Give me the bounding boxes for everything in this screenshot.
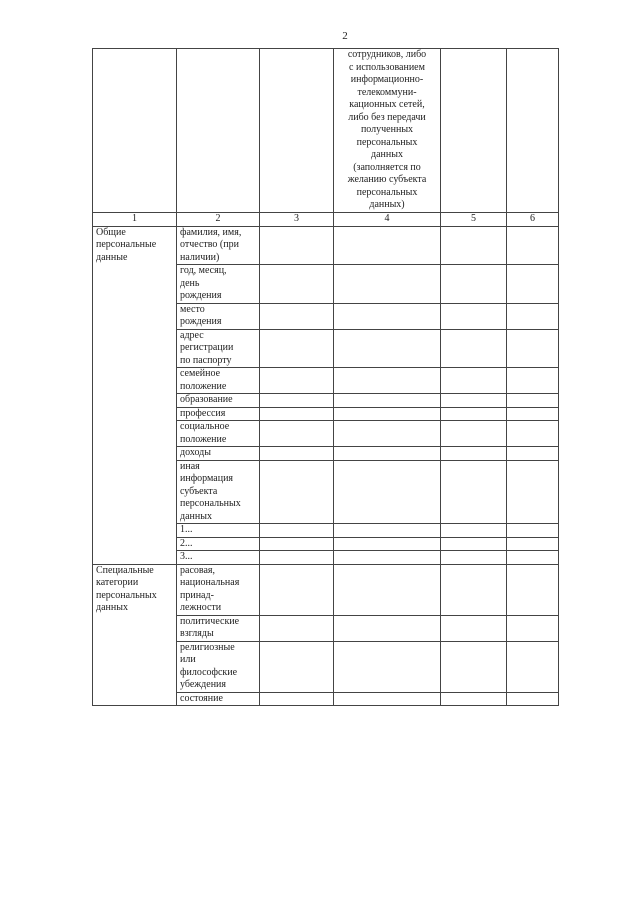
empty-cell-col-3	[260, 329, 334, 368]
empty-cell-col-5	[441, 564, 507, 615]
empty-cell-col-4	[334, 551, 441, 565]
item-cell: место рождения	[177, 303, 260, 329]
empty-cell-col-5	[441, 368, 507, 394]
empty-cell-col-5	[441, 551, 507, 565]
empty-cell-col-5	[441, 524, 507, 538]
empty-cell-col-5	[441, 537, 507, 551]
item-cell: фамилия, имя, отчество (при наличии)	[177, 226, 260, 265]
column-number: 5	[441, 213, 507, 227]
empty-cell-col-6	[507, 537, 559, 551]
empty-cell-col-6	[507, 407, 559, 421]
empty-cell-col-3	[260, 394, 334, 408]
empty-cell-col-4	[334, 407, 441, 421]
empty-cell-col-3	[260, 641, 334, 692]
column-number: 4	[334, 213, 441, 227]
item-cell: состояние	[177, 692, 260, 706]
item-cell: год, месяц, день рождения	[177, 265, 260, 304]
empty-cell-col-3	[260, 303, 334, 329]
column-number: 3	[260, 213, 334, 227]
empty-cell-col-3	[260, 460, 334, 524]
item-cell: адрес регистрации по паспорту	[177, 329, 260, 368]
header-cell-4-text: сотрудников, либо с использованием информационно- телекоммуни- кационных сетей, либо без передачи полученных персональных данных (заполняется по желанию субъекта персональных данных)	[334, 49, 441, 213]
empty-cell-col-6	[507, 641, 559, 692]
empty-cell-col-6	[507, 692, 559, 706]
empty-cell-col-3	[260, 407, 334, 421]
empty-cell-col-6	[507, 226, 559, 265]
empty-cell-col-3	[260, 537, 334, 551]
item-cell: 3...	[177, 551, 260, 565]
empty-cell-col-4	[334, 265, 441, 304]
empty-cell-col-6	[507, 524, 559, 538]
empty-cell-col-3	[260, 564, 334, 615]
table-row	[93, 226, 559, 265]
empty-cell-col-6	[507, 394, 559, 408]
empty-cell-col-4	[334, 368, 441, 394]
empty-cell-col-6	[507, 265, 559, 304]
empty-cell-col-5	[441, 615, 507, 641]
empty-cell-col-3	[260, 524, 334, 538]
header-continuation-row	[93, 49, 559, 213]
column-number-row	[93, 213, 559, 227]
item-cell: образование	[177, 394, 260, 408]
header-cell-1	[93, 49, 177, 213]
empty-cell-col-4	[334, 421, 441, 447]
empty-cell-col-3	[260, 615, 334, 641]
empty-cell-col-4	[334, 615, 441, 641]
empty-cell-col-5	[441, 303, 507, 329]
header-cell-5	[441, 49, 507, 213]
empty-cell-col-5	[441, 407, 507, 421]
column-number: 6	[507, 213, 559, 227]
header-cell-6	[507, 49, 559, 213]
empty-cell-col-3	[260, 226, 334, 265]
empty-cell-col-4	[334, 329, 441, 368]
item-cell: религиозные или философские убеждения	[177, 641, 260, 692]
item-cell: профессия	[177, 407, 260, 421]
empty-cell-col-4	[334, 394, 441, 408]
page-number: 2	[342, 30, 348, 42]
empty-cell-col-5	[441, 641, 507, 692]
category-cell: Общие персональные данные	[93, 226, 177, 564]
item-cell: доходы	[177, 447, 260, 461]
empty-cell-col-6	[507, 303, 559, 329]
empty-cell-col-6	[507, 564, 559, 615]
category-cell: Специальные категории персональных данных	[93, 564, 177, 706]
empty-cell-col-4	[334, 226, 441, 265]
empty-cell-col-3	[260, 421, 334, 447]
empty-cell-col-4	[334, 447, 441, 461]
column-number: 1	[93, 213, 177, 227]
empty-cell-col-6	[507, 421, 559, 447]
empty-cell-col-3	[260, 447, 334, 461]
empty-cell-col-6	[507, 329, 559, 368]
empty-cell-col-5	[441, 265, 507, 304]
empty-cell-col-5	[441, 226, 507, 265]
item-cell: 2...	[177, 537, 260, 551]
empty-cell-col-5	[441, 394, 507, 408]
column-number: 2	[177, 213, 260, 227]
header-cell-3	[260, 49, 334, 213]
item-cell: политические взгляды	[177, 615, 260, 641]
empty-cell-col-4	[334, 692, 441, 706]
empty-cell-col-4	[334, 460, 441, 524]
header-cell-2	[177, 49, 260, 213]
item-cell: расовая, национальная принад- лежности	[177, 564, 260, 615]
empty-cell-col-3	[260, 368, 334, 394]
empty-cell-col-4	[334, 564, 441, 615]
empty-cell-col-6	[507, 551, 559, 565]
item-cell: семейное положение	[177, 368, 260, 394]
empty-cell-col-6	[507, 368, 559, 394]
empty-cell-col-4	[334, 641, 441, 692]
table-row	[93, 564, 559, 615]
empty-cell-col-5	[441, 460, 507, 524]
empty-cell-col-4	[334, 537, 441, 551]
personal-data-table	[92, 48, 559, 706]
empty-cell-col-4	[334, 303, 441, 329]
item-cell: иная информация субъекта персональных данных	[177, 460, 260, 524]
empty-cell-col-3	[260, 551, 334, 565]
empty-cell-col-3	[260, 265, 334, 304]
empty-cell-col-5	[441, 329, 507, 368]
empty-cell-col-5	[441, 692, 507, 706]
empty-cell-col-6	[507, 447, 559, 461]
empty-cell-col-5	[441, 447, 507, 461]
item-cell: социальное положение	[177, 421, 260, 447]
empty-cell-col-3	[260, 692, 334, 706]
empty-cell-col-5	[441, 421, 507, 447]
empty-cell-col-6	[507, 615, 559, 641]
empty-cell-col-4	[334, 524, 441, 538]
item-cell: 1...	[177, 524, 260, 538]
empty-cell-col-6	[507, 460, 559, 524]
